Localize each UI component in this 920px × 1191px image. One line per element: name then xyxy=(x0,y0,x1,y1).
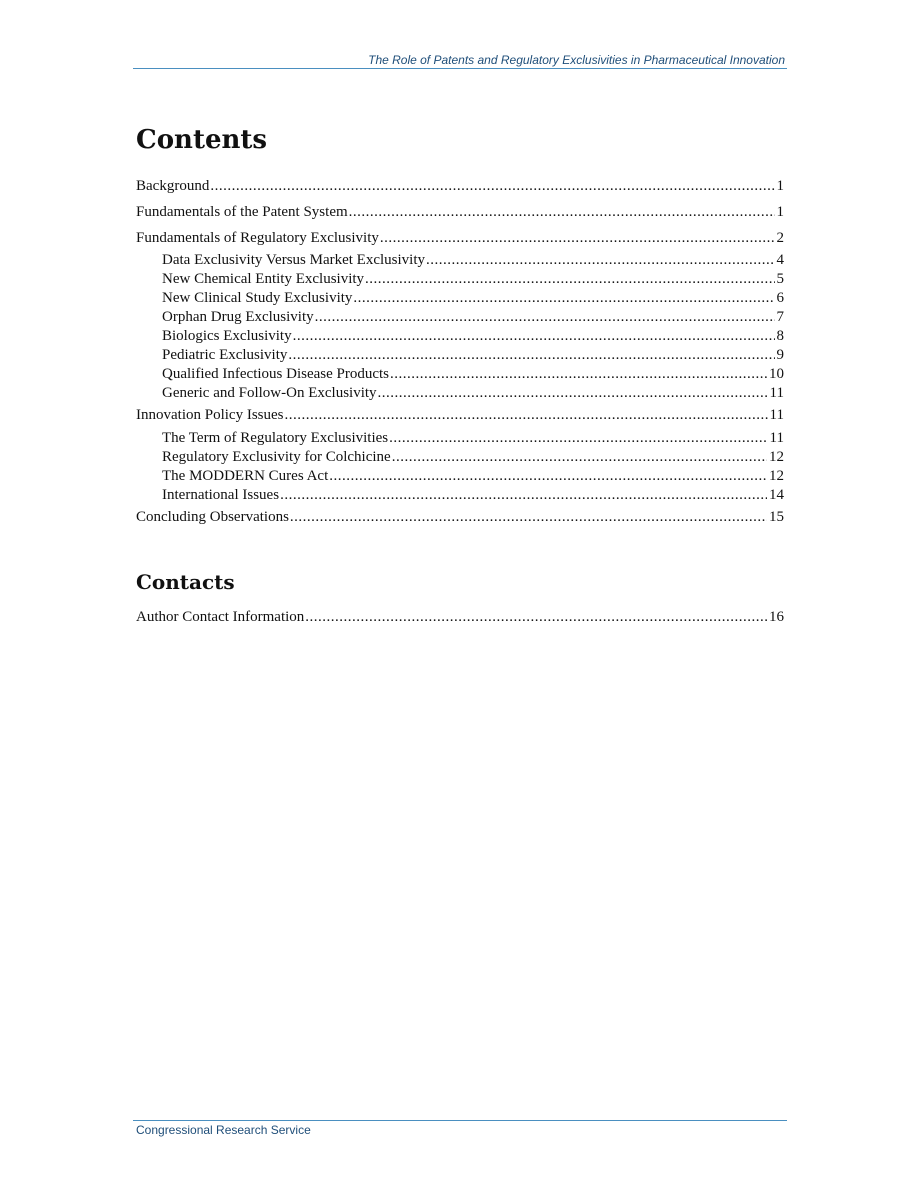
toc-subentry[interactable] xyxy=(162,467,784,485)
toc-dot-leader xyxy=(380,229,775,247)
toc-entry-page: 7 xyxy=(776,309,784,325)
toc-entry-title: The Term of Regulatory Exclusivities xyxy=(162,430,389,446)
toc-entry[interactable] xyxy=(136,406,784,424)
toc-entry[interactable] xyxy=(136,203,784,221)
toc-dot-leader xyxy=(349,203,775,221)
toc-dot-leader xyxy=(378,384,768,402)
toc-entry[interactable] xyxy=(136,177,784,195)
toc-entry-title: Concluding Observations xyxy=(136,509,289,525)
toc-entry-title: Background xyxy=(136,178,210,194)
toc-entry-title: Fundamentals of the Patent System xyxy=(136,204,348,220)
toc-dot-leader xyxy=(315,308,775,326)
toc-entry-title: Regulatory Exclusivity for Colchicine xyxy=(162,449,391,465)
contents-heading: Contents xyxy=(136,125,268,155)
toc-dot-leader xyxy=(280,486,767,504)
toc-subentry[interactable] xyxy=(162,270,784,288)
toc-entry-page: 5 xyxy=(776,271,784,287)
toc-entry-title: Biologics Exclusivity xyxy=(162,328,292,344)
toc-entry-page: 11 xyxy=(769,430,784,446)
toc-entry-page: 15 xyxy=(769,509,784,525)
toc-subentry[interactable] xyxy=(162,365,784,383)
toc-subentry[interactable] xyxy=(162,308,784,326)
toc-entry-title: Fundamentals of Regulatory Exclusivity xyxy=(136,230,379,246)
toc-dot-leader xyxy=(305,608,767,626)
toc-entry-title: Data Exclusivity Versus Market Exclusivity xyxy=(162,252,426,268)
toc-entry-page: 8 xyxy=(776,328,784,344)
toc-subentry[interactable] xyxy=(162,429,784,447)
footer-divider xyxy=(133,1120,787,1121)
toc-subentry[interactable] xyxy=(162,384,784,402)
toc-entry-page: 11 xyxy=(769,407,784,423)
toc-entry-page: 9 xyxy=(776,347,784,363)
toc-subentry[interactable] xyxy=(162,448,784,466)
toc-entry-title: Author Contact Information xyxy=(136,609,305,625)
running-header-title: The Role of Patents and Regulatory Exclusivities in Pharmaceutical Innovation xyxy=(368,53,785,67)
toc-dot-leader xyxy=(390,365,767,383)
toc-entry-title: Qualified Infectious Disease Products xyxy=(162,366,390,382)
toc-entry-page: 1 xyxy=(776,178,784,194)
toc-subentry[interactable] xyxy=(162,346,784,364)
toc-entry-page: 16 xyxy=(769,609,784,625)
toc-dot-leader xyxy=(288,346,774,364)
toc-entry-page: 2 xyxy=(776,230,784,246)
toc-entry[interactable] xyxy=(136,608,784,626)
toc-entry-title: International Issues xyxy=(162,487,280,503)
toc-entry-page: 14 xyxy=(769,487,784,503)
toc-entry-page: 10 xyxy=(769,366,784,382)
toc-entry-title: The MODDERN Cures Act xyxy=(162,468,329,484)
toc-entry[interactable] xyxy=(136,508,784,526)
toc-dot-leader xyxy=(426,251,774,269)
toc-dot-leader xyxy=(329,467,767,485)
toc-entry[interactable] xyxy=(136,229,784,247)
toc-entry-title: New Clinical Study Exclusivity xyxy=(162,290,353,306)
toc-entry-page: 4 xyxy=(776,252,784,268)
toc-entry-page: 12 xyxy=(769,449,784,465)
toc-entry-title: Innovation Policy Issues xyxy=(136,407,284,423)
header-divider xyxy=(133,68,787,69)
toc-dot-leader xyxy=(210,177,774,195)
toc-dot-leader xyxy=(353,289,774,307)
toc-dot-leader xyxy=(365,270,774,288)
toc-dot-leader xyxy=(285,406,768,424)
footer-publisher: Congressional Research Service xyxy=(136,1123,311,1137)
toc-entry-page: 12 xyxy=(769,468,784,484)
toc-subentry[interactable] xyxy=(162,327,784,345)
toc-entry-title: Orphan Drug Exclusivity xyxy=(162,309,314,325)
toc-dot-leader xyxy=(392,448,767,466)
toc-entry-page: 11 xyxy=(769,385,784,401)
toc-entry-title: New Chemical Entity Exclusivity xyxy=(162,271,365,287)
toc-dot-leader xyxy=(290,508,767,526)
toc-dot-leader xyxy=(389,429,767,447)
toc-subentry[interactable] xyxy=(162,486,784,504)
toc-subentry[interactable] xyxy=(162,251,784,269)
toc-dot-leader xyxy=(293,327,775,345)
toc-entry-title: Pediatric Exclusivity xyxy=(162,347,288,363)
toc-entry-title: Generic and Follow-On Exclusivity xyxy=(162,385,377,401)
toc-entry-page: 1 xyxy=(776,204,784,220)
contacts-heading: Contacts xyxy=(136,570,235,594)
toc-entry-page: 6 xyxy=(776,290,784,306)
toc-subentry[interactable] xyxy=(162,289,784,307)
